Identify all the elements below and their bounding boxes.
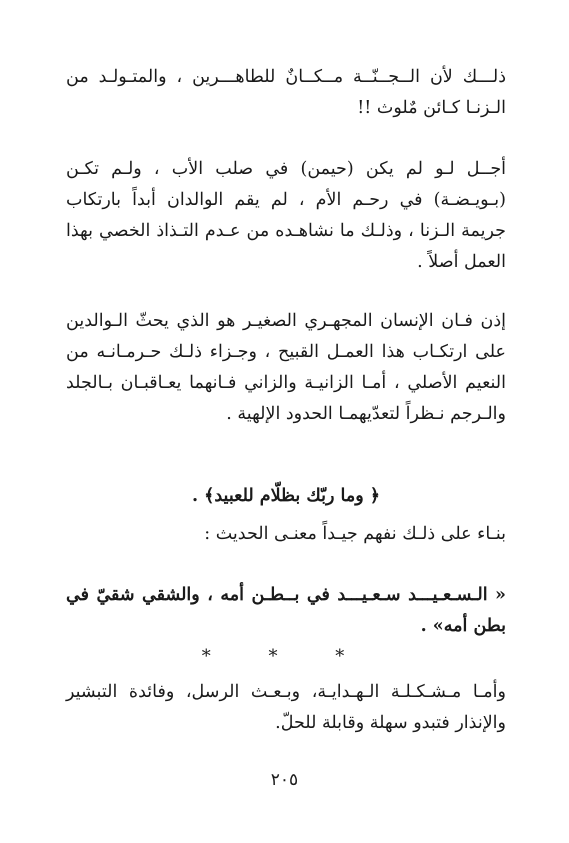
paragraph-1: ذلـــك لأن الــجــنّــة مــكــانٌ للطاهـــرين ، والمتـولـد من الـزنـا كـائن مٌلوث !! <box>66 67 506 118</box>
hadith-quote: « الـسـعـيـــد سـعـيـــد في بــطـن أمه ، والشقي شقيّ في بطن أمه» . <box>66 585 506 636</box>
section-separator: * * * <box>201 646 371 667</box>
paragraph-4: بنـاء على ذلـك نفهم جيـداً معنـى الحديث : <box>204 524 506 544</box>
paragraph-3: إذن فـان الإنسان المجهـري الصغيـر هو الذي يحثّ الـوالدين على ارتكـاب هذا العمـل القبيح ، وجـزاء ذلـك حـرمـانـه من النعيم الأصلي ، أمـا الزانيـة والزاني فـانهما يعـاقبـان بـالجلد والـرجم نـظراً لتعدّيهمـا الحدود الإلهية . <box>66 311 506 424</box>
paragraph-2: أجــل لـو لم يكن (حيمن) في صلب الأب ، ولـم تكـن (بـويـضـة) في رحـم الأم ، لم يقم الوالدان أبداً بارتكاب جريمة الـزنا ، وذلـك ما نشاهـده من عـدم التـذاذ الخصي بهذا العمل أصلاً . <box>66 159 506 272</box>
paragraph-5: وأمـا مـشـكـلـة الـهـدايـة، وبـعـث الرسل، وفائدة التبشير والإنذار فتبدو سهلة وقابلة للحلّ. <box>66 682 506 733</box>
quran-verse: ﴿ وما ربّك بظلّام للعبيد﴾ . <box>191 486 381 506</box>
page-number: ٢٠٥ <box>270 770 299 790</box>
